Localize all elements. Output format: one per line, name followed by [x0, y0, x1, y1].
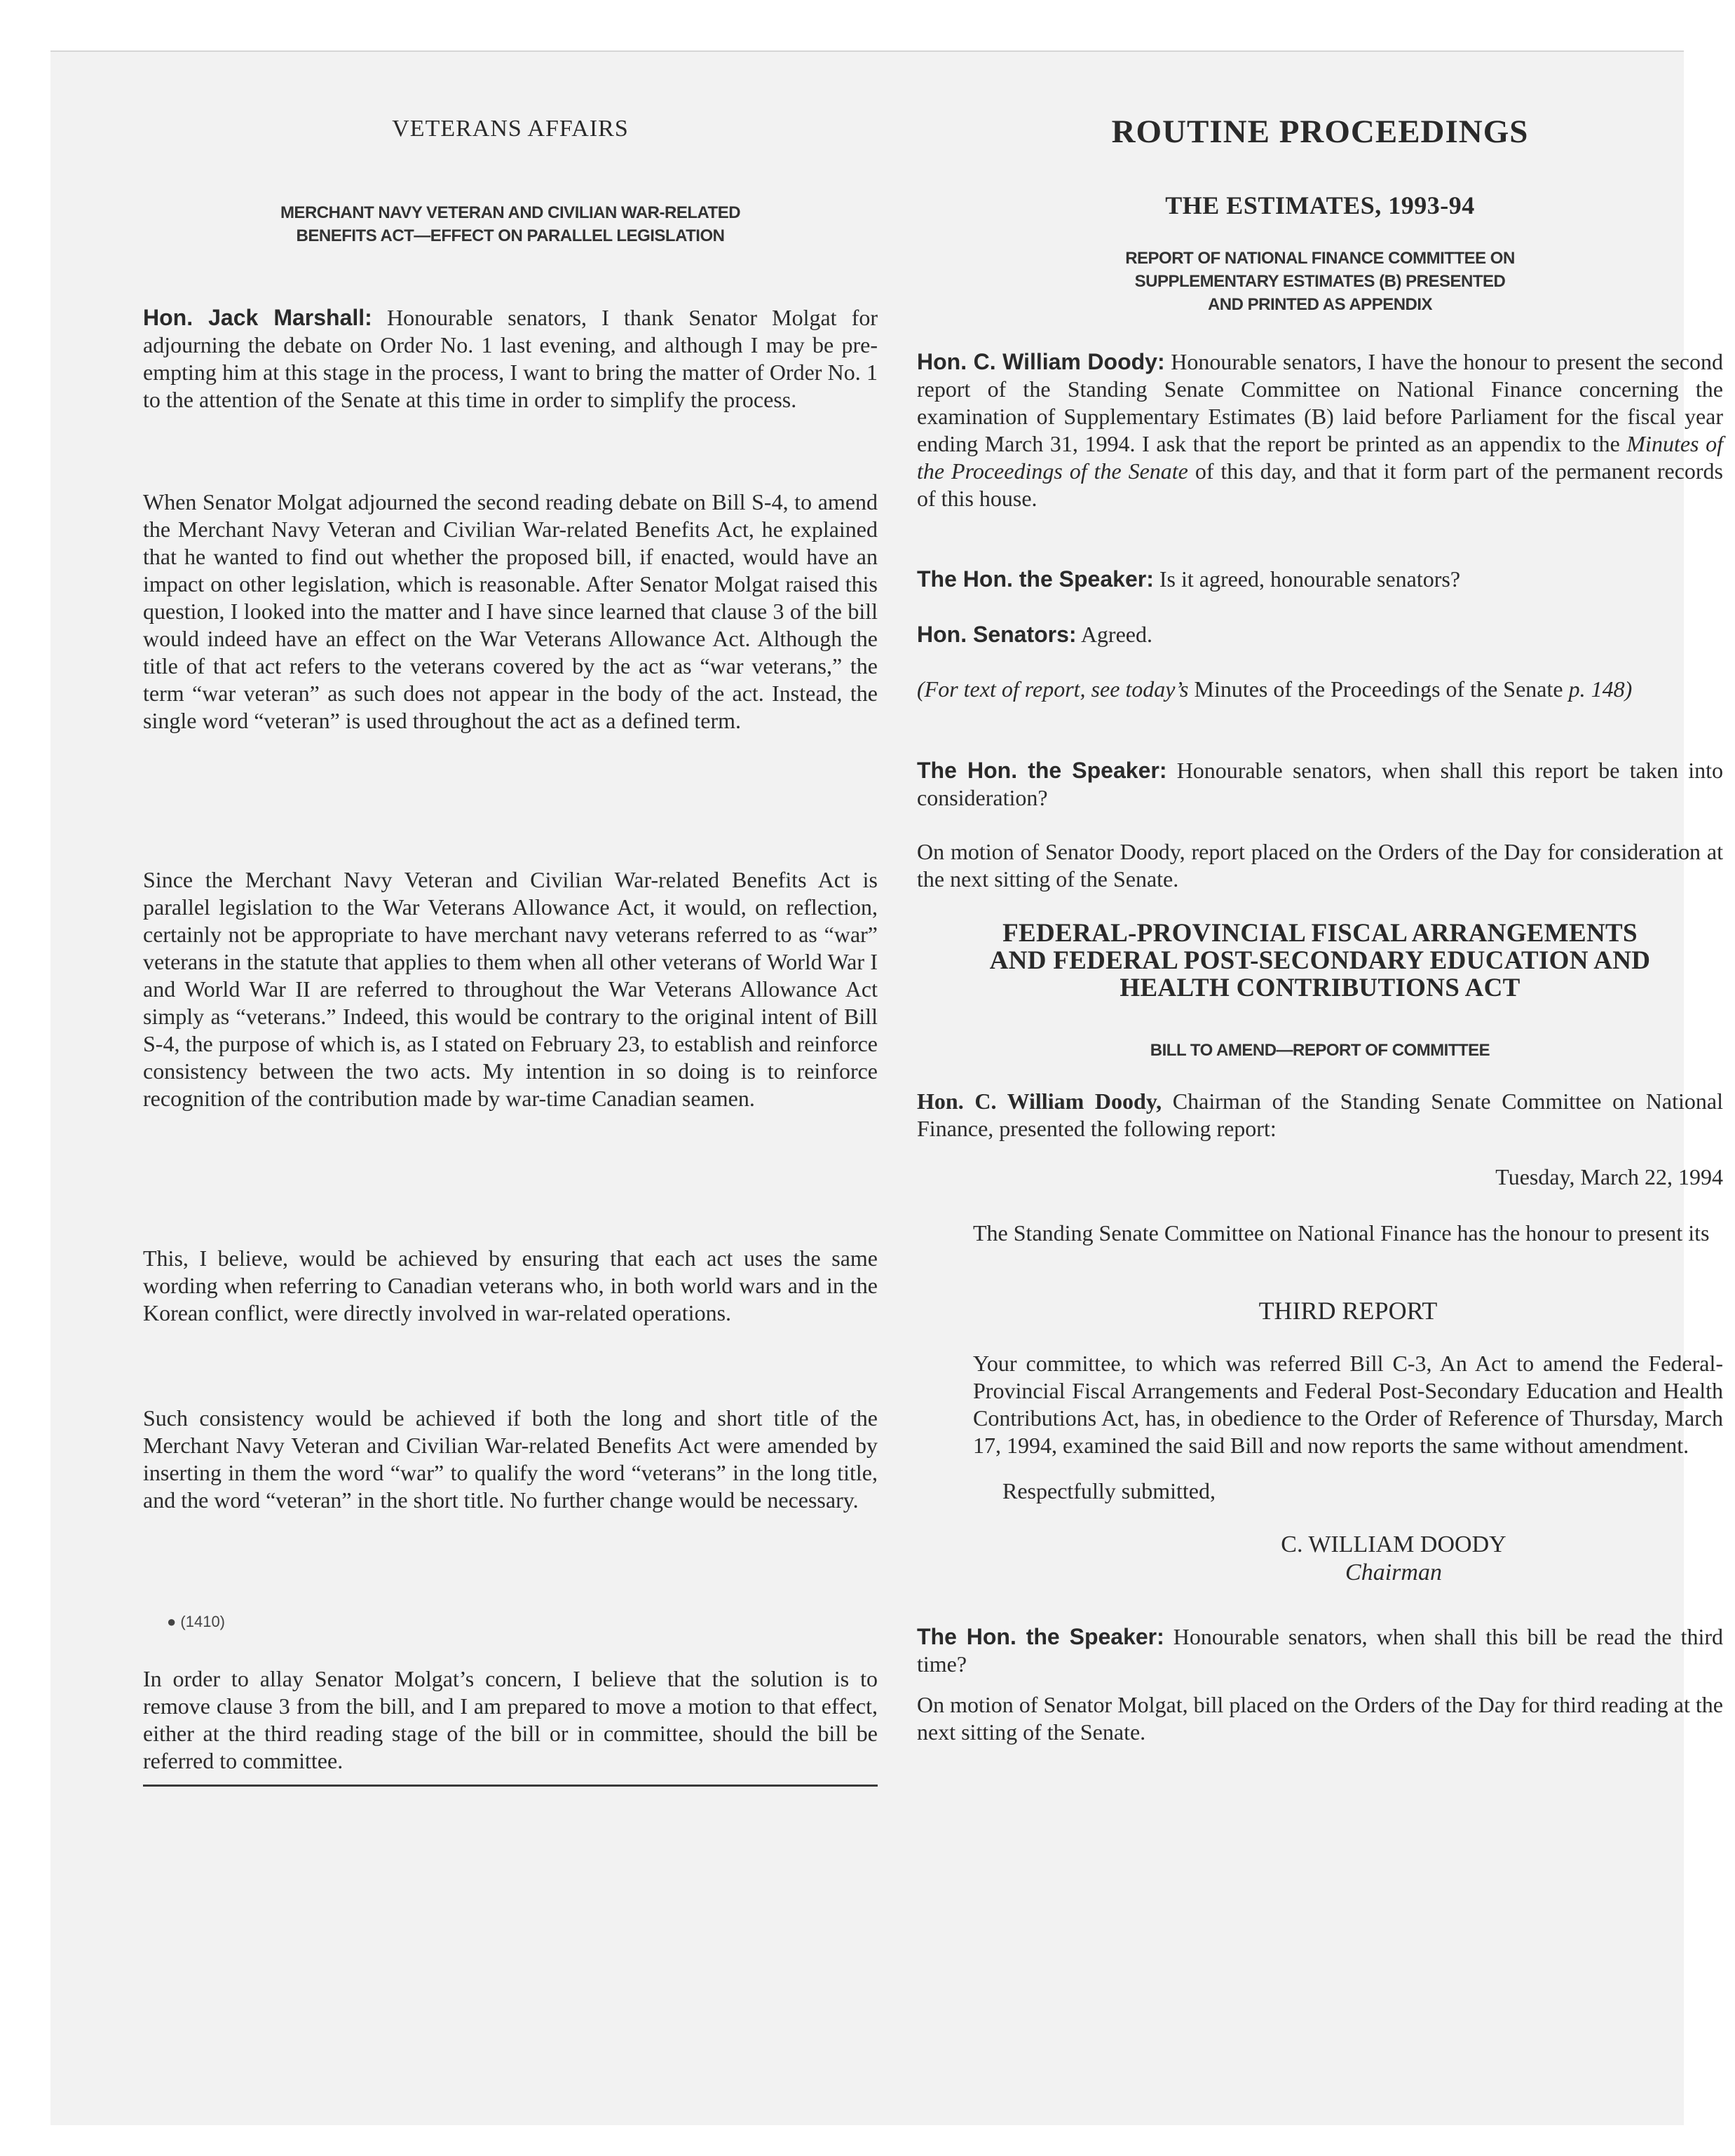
note-italic: (For text of report, see today’s	[917, 676, 1189, 702]
section-title-veterans-affairs: VETERANS AFFAIRS	[392, 116, 629, 142]
report-body: Your committee, to which was referred Bill C-3, An Act to amend the Federal-Provincial Fiscal Arrangements and Federal Post-Secondary Education and Health Contributions Act, has, in obedience to the Order of Reference of Thursday, March 17, 1994, examined the said Bill and now reports the same without amendment.	[973, 1351, 1723, 1458]
speaker-name: Hon. C. William Doody:	[917, 349, 1165, 374]
note-text: Minutes of the Proceedings of the Senate	[1188, 676, 1569, 702]
paragraph-motion-molgat: On motion of Senator Molgat, bill placed on the Orders of the Day for third reading at the next sitting of the Senate.	[917, 1692, 1723, 1745]
paragraph-speaker-agreed	[917, 566, 1723, 593]
subheading-national-finance-report	[917, 247, 1723, 316]
paragraph-parallel-legislation: Since the Merchant Navy Veteran and Civilian War-related Benefits Act is parallel legislation to the War Veterans Allowance Act, it would, on reflection, certainly not be appropriate to have merchant navy veterans referred to as “war” veterans in the statute that applies to them when all other veterans of World War I and World War II are referred to throughout the War Veterans Allowance Act simply as “veterans.” Indeed, this would be contrary to the original intent of Bill S-4, the purpose of which is, as I stated on February 23, to establish and reinforce consistency between the two acts. My intention in so doing is to reinforce recognition of the contribution made by war-time Canadian seamen.	[143, 867, 878, 1111]
paragraph-marshall-intro	[143, 304, 878, 414]
paragraph-doody-presented	[917, 1088, 1723, 1142]
heading-line: FEDERAL-PROVINCIAL FISCAL ARRANGEMENTS	[1002, 919, 1638, 948]
paragraph-text: of this day, and that it form part of the permanent records of this house.	[917, 458, 1724, 511]
paragraph-text: Honourable senators, I thank Senator Molgat for adjourning the debate on Order No. 1 last evening, and although I may be pre-empting him at this stage in the process, I want to bring the matter of Order No. 1 to the attention of the Senate at this time in order to simplify the process.	[143, 305, 878, 412]
paragraph-speaker-consideration	[917, 757, 1723, 812]
report-title: THIRD REPORT	[1258, 1297, 1438, 1325]
paragraph-text: Honourable senators, when shall this report be taken into consideration?	[917, 758, 1723, 810]
paragraph-text: Agreed.	[1076, 622, 1152, 647]
paragraph-report-note	[917, 676, 1723, 703]
report-signer: C. WILLIAM DOODY	[1281, 1531, 1506, 1557]
time-marker-text: (1410)	[180, 1613, 225, 1630]
subheading-line: BENEFITS ACT—EFFECT ON PARALLEL LEGISLATION	[296, 226, 725, 245]
paragraph-same-wording: This, I believe, would be achieved by ensuring that each act uses the same wording when referring to Canadian veterans who, in both world wars and in the Korean conflict, were directly involved in war-related operations.	[143, 1246, 878, 1325]
paragraph-speaker-third-reading	[917, 1623, 1723, 1678]
heading-estimates: THE ESTIMATES, 1993-94	[1165, 191, 1475, 219]
speaker-name: The Hon. the Speaker:	[917, 1624, 1164, 1649]
speaker-name: Hon. Jack Marshall:	[143, 305, 372, 330]
subheading-merchant-navy	[143, 201, 878, 247]
speaker-name: Hon. C. William Doody,	[917, 1089, 1162, 1114]
note-italic: p. 148)	[1568, 676, 1633, 702]
paragraph-molgat-adjourned: When Senator Molgat adjourned the second reading debate on Bill S-4, to amend the Merchant Navy Veteran and Civilian War-related Benefits Act, he explained that he wanted to find out whether the proposed bill, if enacted, would have an impact on other legislation, which is reasonable. After Senator Molgat raised this question, I looked into the matter and I have since learned that clause 3 of the bill would indeed have an effect on the War Veterans Allowance Act. Although the title of that act refers to the veterans covered by the act as “war veterans,” the term “war veteran” as such does not appear in the body of the act. Instead, the single word “veteran” is used throughout the act as a defined term.	[143, 489, 878, 733]
heading-fiscal-arrangements	[917, 920, 1723, 1002]
paragraph-text: Honourable senators, I have the honour to present the second report of the Standing Senate Committee on National Finance concerning the examination of Supplementary Estimates (B) laid before Parliament for the fiscal year ending March 31, 1994. I ask that the report be printed as an appendix to the	[917, 349, 1724, 456]
speaker-name: The Hon. the Speaker:	[917, 758, 1167, 783]
paragraph-text: Honourable senators, when shall this bill be read the third time?	[917, 1624, 1724, 1677]
heading-line: AND FEDERAL POST-SECONDARY EDUCATION AND	[989, 946, 1651, 975]
paragraph-doody-report	[917, 348, 1723, 512]
report-signer-title: Chairman	[1345, 1560, 1442, 1585]
subheading-bill-to-amend: BILL TO AMEND—REPORT OF COMMITTEE	[1150, 1041, 1490, 1060]
report-closing: Respectfully submitted,	[1002, 1478, 1216, 1503]
section-title-routine-proceedings: ROUTINE PROCEEDINGS	[1111, 114, 1529, 150]
paragraph-allay-concern: In order to allay Senator Molgat’s concern, I believe that the solution is to remove clause 3 from the bill, and I am prepared to move a motion to that effect, either at the third reading stage of the bill or in committee, should the bill be referred to committee.	[143, 1666, 878, 1773]
subheading-line: SUPPLEMENTARY ESTIMATES (B) PRESENTED	[1134, 272, 1506, 291]
paragraph-consistency: Such consistency would be achieved if both the long and short title of the Merchant Navy Veteran and Civilian War-related Benefits Act were amended by inserting in them the word “war” to qualify the word “veterans” in the long title, and the word “veteran” in the short title. No further change would be necessary.	[143, 1405, 878, 1513]
page-edge-line	[50, 50, 1684, 52]
speaker-name: Hon. Senators:	[917, 622, 1077, 647]
time-marker: ● (1410)	[167, 1613, 225, 1630]
subheading-line: REPORT OF NATIONAL FINANCE COMMITTEE ON	[1125, 249, 1515, 268]
paragraph-text: Chairman of the Standing Senate Committee on National Finance, presented the following report:	[917, 1089, 1724, 1141]
paragraph-text: Is it agreed, honourable senators?	[1153, 566, 1461, 592]
heading-line: HEALTH CONTRIBUTIONS ACT	[1120, 974, 1520, 1002]
report-intro: The Standing Senate Committee on National Finance has the honour to present its	[973, 1220, 1710, 1246]
speaker-name: The Hon. the Speaker:	[917, 566, 1154, 592]
report-date: Tuesday, March 22, 1994	[1495, 1164, 1723, 1189]
column-end-rule	[143, 1785, 878, 1787]
page-sheet	[50, 50, 1724, 2125]
paragraph-motion-doody: On motion of Senator Doody, report placed on the Orders of the Day for consideration at the next sitting of the Senate.	[917, 839, 1723, 892]
subheading-line: MERCHANT NAVY VETERAN AND CIVILIAN WAR-RELATED	[280, 203, 741, 222]
paragraph-senators-agreed	[917, 621, 1723, 648]
publication-title: Minutes of the Proceedings of the Senate	[917, 431, 1723, 484]
subheading-line: AND PRINTED AS APPENDIX	[1207, 295, 1433, 314]
